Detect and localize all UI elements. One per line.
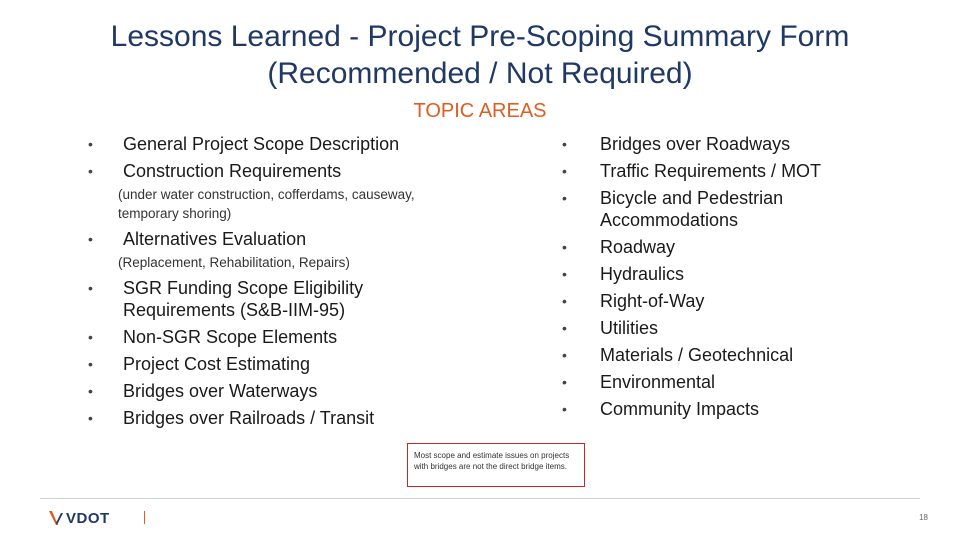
bullet-icon: • <box>562 190 567 206</box>
slide-title <box>0 18 960 92</box>
bullet-icon: • <box>88 280 93 296</box>
bullet-icon: • <box>88 410 93 426</box>
left-item-note: (Replacement, Rehabilitation, Repairs) <box>118 255 350 270</box>
right-item-label: Traffic Requirements / MOT <box>600 161 822 181</box>
vdot-logo-text: VDOT <box>66 509 110 527</box>
bullet-icon: • <box>562 293 567 309</box>
slide-title-line-1: Lessons Learned - Project Pre-Scoping Summary Form <box>110 20 850 53</box>
left-topic-list <box>88 133 448 434</box>
right-item <box>562 263 882 285</box>
bullet-icon: • <box>88 383 93 399</box>
right-item <box>562 317 882 339</box>
left-item <box>88 353 448 375</box>
right-item-label: Utilities <box>600 318 659 338</box>
right-item-label: Community Impacts <box>600 399 760 419</box>
footer-divider <box>40 498 920 499</box>
left-item-note: (under water construction, cofferdams, causeway, temporary shoring) <box>118 187 415 221</box>
vdot-logo <box>48 508 110 528</box>
topic-areas-heading: TOPIC AREAS <box>413 100 547 122</box>
bullet-icon: • <box>88 136 93 152</box>
bullet-icon: • <box>562 320 567 336</box>
left-item-label: General Project Scope Description <box>123 134 400 154</box>
bullet-icon: • <box>88 356 93 372</box>
right-item-label: Hydraulics <box>600 264 685 284</box>
callout-box <box>407 443 585 487</box>
right-item <box>562 344 882 366</box>
right-item-label: Bicycle and Pedestrian Accommodations <box>600 188 784 230</box>
bullet-icon: • <box>88 231 93 247</box>
bullet-icon: • <box>88 329 93 345</box>
bullet-icon: • <box>562 163 567 179</box>
bullet-icon: • <box>562 347 567 363</box>
page-number: 18 <box>919 513 928 522</box>
left-item <box>88 380 448 402</box>
left-item <box>88 133 448 155</box>
left-item <box>88 228 448 250</box>
left-item <box>88 326 448 348</box>
right-item <box>562 160 882 182</box>
right-item-label: Environmental <box>600 372 716 392</box>
left-item-label: Construction Requirements <box>123 161 342 181</box>
left-item <box>88 277 448 321</box>
right-item-label: Bridges over Roadways <box>600 134 791 154</box>
bullet-icon: • <box>562 374 567 390</box>
footer-accent-divider <box>144 511 145 524</box>
bullet-icon: • <box>562 136 567 152</box>
bullet-icon: • <box>88 163 93 179</box>
right-item-label: Materials / Geotechnical <box>600 345 794 365</box>
left-item-label: Bridges over Waterways <box>123 381 318 401</box>
left-item-label: Project Cost Estimating <box>123 354 311 374</box>
right-item <box>562 371 882 393</box>
left-item <box>88 160 448 182</box>
vdot-swoosh-icon <box>48 508 64 528</box>
right-item <box>562 290 882 312</box>
right-item-label: Roadway <box>600 237 676 257</box>
bullet-icon: • <box>562 266 567 282</box>
left-item-label: SGR Funding Scope Eligibility Requirements (S&B-IIM-95) <box>123 278 364 320</box>
callout-text: Most scope and estimate issues on projects with bridges are not the direct bridge items. <box>414 451 570 471</box>
bullet-icon: • <box>562 401 567 417</box>
bullet-icon: • <box>562 239 567 255</box>
right-item <box>562 133 882 155</box>
left-item-label: Bridges over Railroads / Transit <box>123 408 375 428</box>
slide-title-line-2: (Recommended / Not Required) <box>267 57 693 90</box>
left-item-label: Alternatives Evaluation <box>123 229 307 249</box>
left-item-label: Non-SGR Scope Elements <box>123 327 338 347</box>
right-item <box>562 236 882 258</box>
right-item <box>562 398 882 420</box>
right-topic-list <box>562 133 882 425</box>
right-item-label: Right-of-Way <box>600 291 705 311</box>
left-item <box>88 407 448 429</box>
right-item <box>562 187 882 231</box>
